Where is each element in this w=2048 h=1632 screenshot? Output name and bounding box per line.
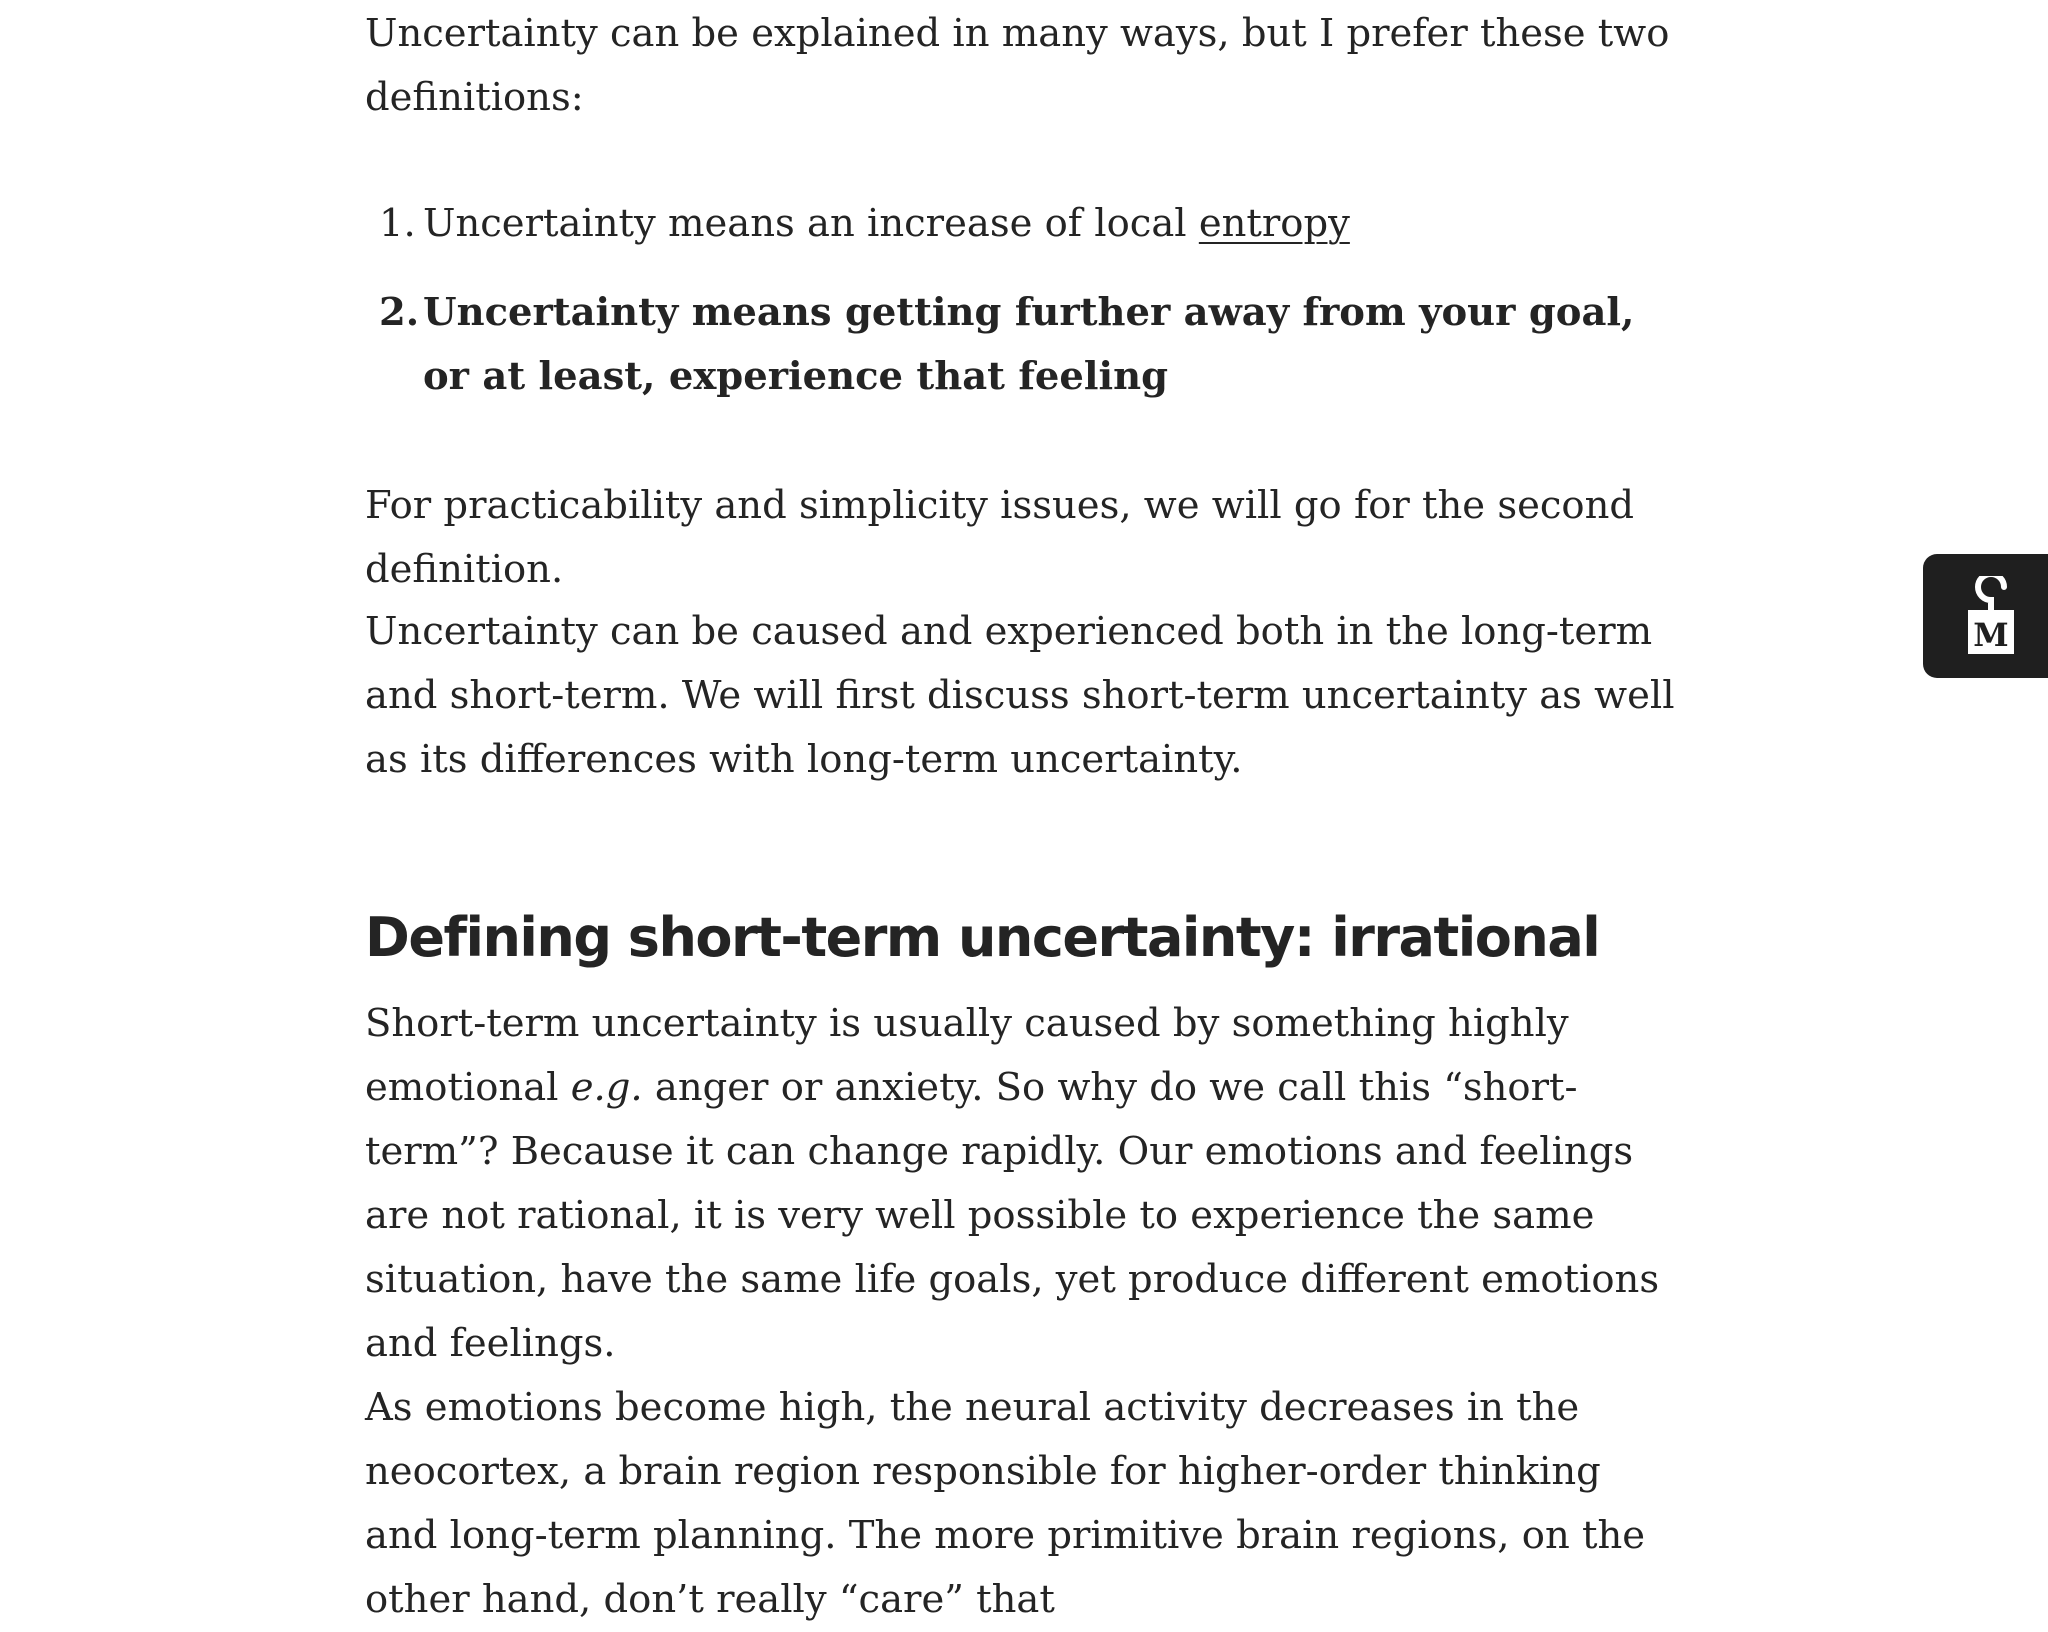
list-item-text: Uncertainty means an increase of local — [423, 201, 1199, 246]
intro-paragraph: Uncertainty can be explained in many ways, but I prefer these two definitions: — [365, 11, 1670, 120]
list-item — [365, 192, 1685, 256]
emotions-paragraph: As emotions become high, the neural activity decreases in the neocortex, a brain region responsible for higher-order thinking and long-term planning. The more primitive brain regions, on the other hand, don’t really “care” that — [365, 1385, 1646, 1622]
open-lock-icon — [1960, 576, 2022, 656]
list-item-text: Uncertainty means getting further away from your goal, or at least, experience that feeling — [423, 290, 1635, 399]
short-long-term-paragraph: Uncertainty can be caused and experienced both in the long-term and short-term. We will first discuss short-term uncertainty as well as its differences with long-term uncertainty. — [365, 609, 1675, 782]
member-unlock-badge[interactable] — [1923, 554, 2048, 678]
list-item-number: 2. — [379, 290, 420, 335]
definitions-list — [365, 192, 1685, 409]
badge-letter: M — [1973, 616, 2009, 654]
list-item — [365, 281, 1685, 409]
practicability-paragraph: For practicability and simplicity issues, we will go for the second definition. — [365, 483, 1635, 592]
short-term-paragraph — [365, 992, 1685, 1376]
list-item-number: 1. — [379, 201, 416, 246]
entropy-link[interactable]: entropy — [1198, 201, 1350, 246]
section-heading: Defining short-term uncertainty: irrational — [365, 906, 1600, 969]
short-term-text-b: anger or anxiety. So why do we call this “short-term”? Because it can change rapidly. Our emotions and feelings are not rational, it is very well possible to experience the same situation, have the same life goals, yet produce different emotions and feelings. — [365, 1065, 1660, 1366]
eg-abbreviation: e.g. — [570, 1065, 643, 1110]
short-term-text-a: Short-term uncertainty is usually caused by something highly emotional — [365, 1001, 1569, 1110]
